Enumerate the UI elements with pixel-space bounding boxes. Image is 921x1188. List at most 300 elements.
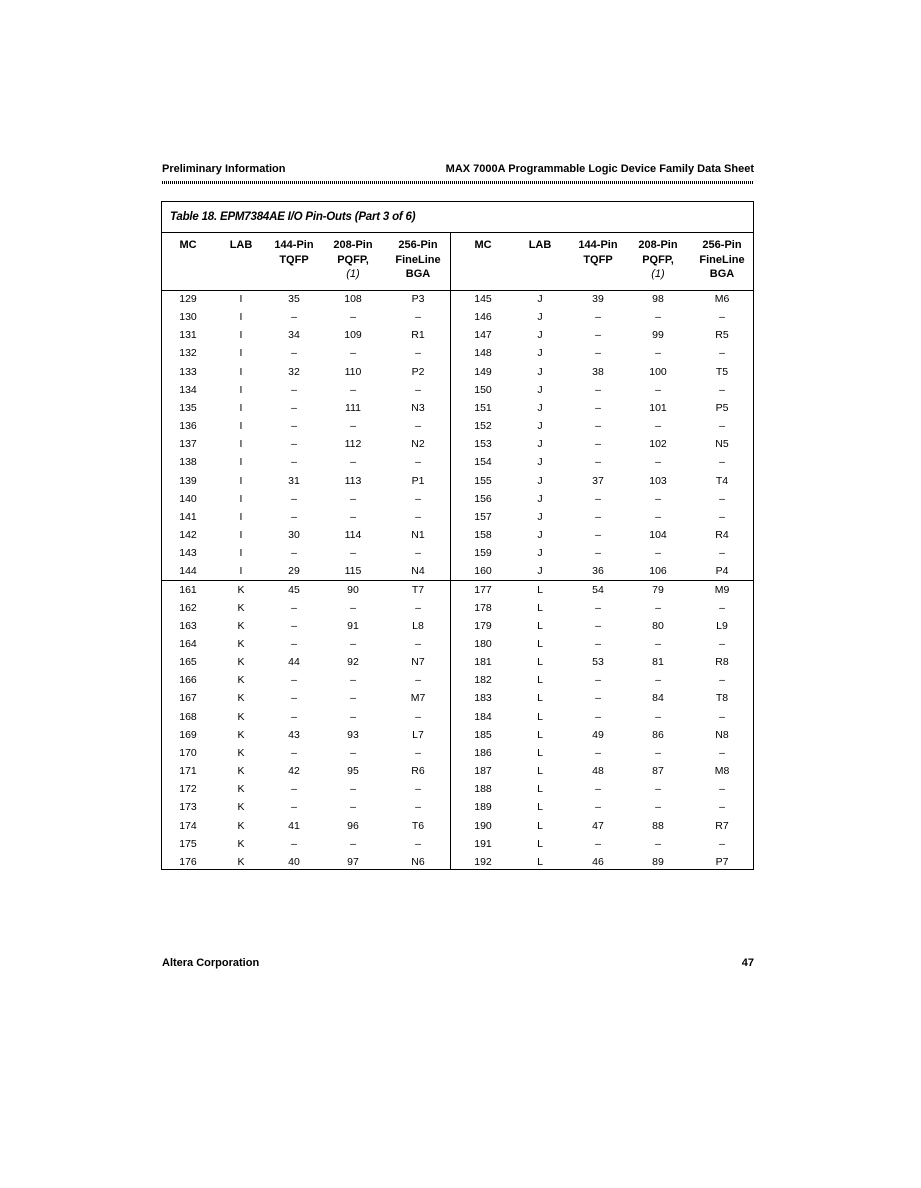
table-body <box>162 291 753 872</box>
table-cell: – <box>595 492 601 505</box>
table-cell: – <box>291 783 297 796</box>
table-cell: J <box>537 456 543 469</box>
table-row <box>162 382 753 400</box>
table-row <box>162 727 753 745</box>
table-cell: R5 <box>715 329 729 342</box>
table-cell: – <box>595 456 601 469</box>
table-cell: – <box>415 674 421 687</box>
table-row <box>162 582 753 600</box>
table-cell: 147 <box>474 329 492 342</box>
table-cell: 29 <box>288 565 300 578</box>
footer-page-number: 47 <box>741 957 754 969</box>
table-cell: J <box>537 401 543 414</box>
table-cell: – <box>655 637 661 650</box>
table-cell: 88 <box>652 819 664 832</box>
table-cell: – <box>655 674 661 687</box>
table-cell: – <box>719 547 725 560</box>
table-cell: – <box>595 438 601 451</box>
table-cell: – <box>350 492 356 505</box>
table-cell: 92 <box>347 656 359 669</box>
table-cell: J <box>537 529 543 542</box>
table-cell: – <box>595 401 601 414</box>
table-cell: N2 <box>411 438 425 451</box>
table-cell: – <box>350 547 356 560</box>
table-cell: 35 <box>288 293 300 305</box>
table-cell: – <box>350 347 356 360</box>
table-cell: – <box>655 837 661 850</box>
table-row <box>162 345 753 363</box>
table-cell: 146 <box>474 311 492 324</box>
footer-company: Altera Corporation <box>162 957 260 969</box>
table-cell: K <box>237 674 245 687</box>
table-cell: 160 <box>474 565 492 578</box>
table-cell: 192 <box>474 855 492 868</box>
table-cell: – <box>350 837 356 850</box>
table-cell: K <box>237 819 245 832</box>
table-cell: 31 <box>288 474 300 487</box>
column-header <box>324 238 382 282</box>
table-cell: P1 <box>411 474 425 487</box>
table-cell: – <box>415 456 421 469</box>
table-cell: 182 <box>474 674 492 687</box>
table-cell: – <box>719 456 725 469</box>
table-cell: – <box>655 311 661 324</box>
table-cell: 158 <box>474 529 492 542</box>
table-cell: 98 <box>652 293 664 305</box>
table-cell: I <box>239 456 243 469</box>
table-cell: K <box>237 583 245 596</box>
table-cell: – <box>655 801 661 814</box>
table-cell: – <box>595 783 601 796</box>
table-cell: 135 <box>179 401 197 414</box>
column-header-line: 144-Pin <box>274 239 314 251</box>
table-cell: 144 <box>179 565 197 578</box>
table-cell: K <box>237 601 245 614</box>
table-cell: – <box>291 601 297 614</box>
table-cell: 164 <box>179 637 197 650</box>
table-cell: 180 <box>474 637 492 650</box>
table-cell: 97 <box>347 855 359 868</box>
table-cell: 175 <box>179 837 197 850</box>
table-cell: J <box>537 383 543 396</box>
table-cell: – <box>595 710 601 723</box>
table-cell: – <box>415 746 421 759</box>
table-cell: 141 <box>179 510 197 523</box>
table-cell: 140 <box>179 492 197 505</box>
table-cell: 43 <box>288 728 300 741</box>
table-cell: – <box>350 783 356 796</box>
table-cell: P3 <box>411 293 425 305</box>
table-cell: – <box>595 837 601 850</box>
table-cell: – <box>350 801 356 814</box>
table-cell: L <box>537 837 543 850</box>
table-cell: 130 <box>179 311 197 324</box>
table-cell: 90 <box>347 583 359 596</box>
table-cell: I <box>239 492 243 505</box>
table-cell: – <box>415 347 421 360</box>
table-row <box>162 364 753 382</box>
table-cell: 80 <box>652 619 664 632</box>
table-cell: J <box>537 347 543 360</box>
table-cell: 30 <box>288 529 300 542</box>
table-cell: – <box>291 710 297 723</box>
table-cell: L <box>537 783 543 796</box>
table-cell: N1 <box>411 529 425 542</box>
table-cell: 151 <box>474 401 492 414</box>
table-cell: 91 <box>347 619 359 632</box>
table-cell: 191 <box>474 837 492 850</box>
table-cell: 53 <box>592 656 604 669</box>
table-cell: 79 <box>652 583 664 596</box>
table-cell: 44 <box>288 656 300 669</box>
table-cell: – <box>415 492 421 505</box>
table-cell: – <box>719 783 725 796</box>
table-cell: L <box>537 674 543 687</box>
table-cell: 84 <box>652 692 664 705</box>
table-cell: K <box>237 746 245 759</box>
table-cell: 170 <box>179 746 197 759</box>
table-cell: – <box>415 801 421 814</box>
table-cell: L <box>537 765 543 778</box>
table-cell: J <box>537 510 543 523</box>
table-cell: – <box>655 710 661 723</box>
table-cell: 138 <box>179 456 197 469</box>
table-cell: – <box>291 837 297 850</box>
table-cell: 111 <box>345 401 361 414</box>
column-header-line: 256-Pin <box>398 239 438 251</box>
table-cell: J <box>537 329 543 342</box>
table-cell: 163 <box>179 619 197 632</box>
table-cell: 39 <box>592 293 604 305</box>
table-cell: 102 <box>649 438 667 451</box>
table-row <box>162 327 753 345</box>
column-header-line: 208-Pin <box>638 239 678 251</box>
table-cell: – <box>595 801 601 814</box>
table-cell: 190 <box>474 819 492 832</box>
table-cell: T4 <box>715 474 729 487</box>
pinout-table <box>161 201 754 870</box>
column-header-line: 256-Pin <box>702 239 742 251</box>
table-cell: – <box>595 383 601 396</box>
table-cell: – <box>291 420 297 433</box>
table-cell: – <box>291 456 297 469</box>
table-row <box>162 473 753 491</box>
table-cell: 154 <box>474 456 492 469</box>
table-row <box>162 509 753 527</box>
table-cell: L <box>537 583 543 596</box>
table-cell: – <box>595 347 601 360</box>
table-cell: – <box>655 547 661 560</box>
column-header-line: LAB <box>528 239 552 251</box>
table-row <box>162 309 753 327</box>
table-cell: 185 <box>474 728 492 741</box>
table-row <box>162 745 753 763</box>
column-header-line: BGA <box>709 268 735 280</box>
table-cell: R4 <box>715 529 729 542</box>
table-cell: – <box>350 601 356 614</box>
table-cell: I <box>239 329 243 342</box>
table-cell: 34 <box>288 329 300 342</box>
table-cell: – <box>655 347 661 360</box>
table-cell: – <box>655 456 661 469</box>
table-cell: 142 <box>179 529 197 542</box>
table-cell: 93 <box>347 728 359 741</box>
table-cell: – <box>350 420 356 433</box>
column-header-note: (1) <box>651 268 665 280</box>
table-cell: 110 <box>344 365 362 378</box>
table-cell: 38 <box>592 365 604 378</box>
column-header <box>217 238 265 253</box>
table-cell: 115 <box>344 565 362 578</box>
table-cell: – <box>291 637 297 650</box>
table-cell: R1 <box>411 329 425 342</box>
table-cell: 162 <box>179 601 197 614</box>
table-cell: L <box>537 692 543 705</box>
table-cell: – <box>595 311 601 324</box>
table-cell: – <box>291 619 297 632</box>
table-cell: N6 <box>411 855 425 868</box>
table-cell: R7 <box>715 819 729 832</box>
table-cell: 36 <box>592 565 604 578</box>
table-row <box>162 818 753 836</box>
table-row <box>162 545 753 563</box>
table-row <box>162 781 753 799</box>
table-cell: J <box>537 565 543 578</box>
column-header <box>514 238 566 253</box>
table-cell: 109 <box>344 329 362 342</box>
table-cell: – <box>415 637 421 650</box>
table-cell: 152 <box>474 420 492 433</box>
table-cell: – <box>350 510 356 523</box>
table-cell: – <box>719 601 725 614</box>
table-cell: – <box>655 383 661 396</box>
table-cell: 101 <box>649 401 667 414</box>
table-cell: – <box>595 746 601 759</box>
table-cell: 189 <box>474 801 492 814</box>
table-cell: – <box>595 601 601 614</box>
column-header <box>162 238 214 253</box>
table-cell: K <box>237 801 245 814</box>
table-cell: J <box>537 438 543 451</box>
table-row <box>162 654 753 672</box>
table-cell: 167 <box>179 692 197 705</box>
table-cell: K <box>237 692 245 705</box>
column-header-line: MC <box>474 239 492 251</box>
column-header <box>570 238 626 267</box>
table-cell: – <box>415 710 421 723</box>
table-cell: I <box>239 438 243 451</box>
table-cell: N4 <box>411 565 425 578</box>
table-row <box>162 763 753 781</box>
table-cell: L <box>537 637 543 650</box>
table-cell: – <box>655 783 661 796</box>
table-cell: – <box>719 510 725 523</box>
table-cell: K <box>237 855 245 868</box>
table-cell: 149 <box>474 365 492 378</box>
table-cell: 148 <box>474 347 492 360</box>
table-cell: L <box>537 619 543 632</box>
table-cell: – <box>350 692 356 705</box>
column-header-line: MC <box>179 239 197 251</box>
table-cell: K <box>237 637 245 650</box>
table-cell: – <box>291 692 297 705</box>
table-cell: 114 <box>344 529 362 542</box>
table-cell: L7 <box>412 728 424 741</box>
column-header <box>692 238 752 282</box>
table-cell: – <box>291 746 297 759</box>
table-cell: – <box>595 547 601 560</box>
table-cell: – <box>595 529 601 542</box>
table-cell: P7 <box>715 855 729 868</box>
table-cell: I <box>239 510 243 523</box>
table-cell: 143 <box>179 547 197 560</box>
table-cell: – <box>655 601 661 614</box>
table-cell: – <box>719 746 725 759</box>
table-cell: K <box>237 765 245 778</box>
table-cell: I <box>239 420 243 433</box>
title-divider <box>162 232 753 233</box>
table-cell: 40 <box>288 855 300 868</box>
column-header <box>386 238 450 282</box>
table-row <box>162 854 753 872</box>
column-header-line: PQFP, <box>337 253 369 266</box>
table-cell: 155 <box>474 474 492 487</box>
table-row <box>162 418 753 436</box>
table-cell: P4 <box>715 565 729 578</box>
table-cell: – <box>655 420 661 433</box>
table-row <box>162 799 753 817</box>
table-cell: L <box>537 710 543 723</box>
table-cell: L <box>537 855 543 868</box>
table-cell: – <box>291 492 297 505</box>
table-cell: – <box>291 401 297 414</box>
table-cell: 177 <box>474 583 492 596</box>
table-cell: M6 <box>714 293 730 305</box>
table-cell: – <box>291 547 297 560</box>
table-cell: 161 <box>179 583 197 596</box>
table-cell: 37 <box>592 474 604 487</box>
column-header-line: BGA <box>405 268 431 280</box>
table-cell: 176 <box>179 855 197 868</box>
table-cell: 186 <box>474 746 492 759</box>
table-cell: – <box>595 619 601 632</box>
table-cell: I <box>239 529 243 542</box>
table-cell: K <box>237 619 245 632</box>
table-cell: 95 <box>347 765 359 778</box>
table-cell: – <box>350 637 356 650</box>
table-cell: – <box>719 492 725 505</box>
table-cell: 153 <box>474 438 492 451</box>
table-cell: 132 <box>179 347 197 360</box>
column-header <box>628 238 688 282</box>
header-document-title: MAX 7000A Programmable Logic Device Family Data Sheet <box>445 163 754 175</box>
table-row <box>162 563 753 581</box>
table-cell: T8 <box>715 692 729 705</box>
table-cell: N8 <box>715 728 729 741</box>
table-cell: 46 <box>592 855 604 868</box>
table-cell: I <box>239 547 243 560</box>
table-cell: 173 <box>179 801 197 814</box>
table-cell: 145 <box>474 293 492 305</box>
table-cell: J <box>537 474 543 487</box>
column-header-line: TQFP <box>583 253 613 266</box>
table-cell: J <box>537 492 543 505</box>
table-cell: 81 <box>652 656 664 669</box>
table-cell: – <box>415 510 421 523</box>
table-cell: J <box>537 293 543 305</box>
table-cell: 168 <box>179 710 197 723</box>
table-cell: 47 <box>592 819 604 832</box>
table-cell: 104 <box>649 529 667 542</box>
table-row <box>162 672 753 690</box>
table-row <box>162 291 753 309</box>
header-section-label: Preliminary Information <box>162 163 286 175</box>
table-cell: I <box>239 474 243 487</box>
table-cell: L <box>537 819 543 832</box>
table-cell: 87 <box>652 765 664 778</box>
table-row <box>162 491 753 509</box>
table-cell: M7 <box>410 692 426 705</box>
table-cell: 169 <box>179 728 197 741</box>
table-cell: – <box>415 837 421 850</box>
table-row <box>162 454 753 472</box>
table-cell: – <box>291 801 297 814</box>
table-cell: 136 <box>179 420 197 433</box>
table-cell: 178 <box>474 601 492 614</box>
table-cell: 139 <box>179 474 197 487</box>
column-header <box>267 238 321 267</box>
table-cell: 165 <box>179 656 197 669</box>
table-row <box>162 709 753 727</box>
table-cell: 48 <box>592 765 604 778</box>
table-title: Table 18. EPM7384AE I/O Pin-Outs (Part 3 of 6) <box>170 211 416 223</box>
table-cell: I <box>239 311 243 324</box>
table-cell: L <box>537 728 543 741</box>
table-cell: 96 <box>347 819 359 832</box>
table-cell: 159 <box>474 547 492 560</box>
table-cell: 174 <box>179 819 197 832</box>
table-cell: 157 <box>474 510 492 523</box>
table-cell: J <box>537 420 543 433</box>
table-cell: 49 <box>592 728 604 741</box>
table-cell: – <box>595 674 601 687</box>
table-cell: T5 <box>715 365 729 378</box>
table-cell: J <box>537 365 543 378</box>
table-cell: 89 <box>652 855 664 868</box>
table-cell: – <box>350 456 356 469</box>
table-cell: 181 <box>474 656 492 669</box>
table-cell: – <box>655 492 661 505</box>
table-cell: – <box>415 420 421 433</box>
table-cell: 134 <box>179 383 197 396</box>
table-cell: – <box>719 837 725 850</box>
table-cell: L9 <box>716 619 728 632</box>
table-cell: – <box>291 383 297 396</box>
table-cell: I <box>239 401 243 414</box>
table-cell: 108 <box>344 293 362 305</box>
table-row <box>162 690 753 708</box>
column-header-line: PQFP, <box>642 253 674 266</box>
table-row <box>162 436 753 454</box>
table-cell: L8 <box>412 619 424 632</box>
column-header-line: FineLine <box>699 253 745 266</box>
table-cell: – <box>595 637 601 650</box>
table-cell: M9 <box>714 583 730 596</box>
table-cell: P2 <box>411 365 425 378</box>
table-cell: L <box>537 601 543 614</box>
table-row <box>162 618 753 636</box>
table-cell: – <box>595 420 601 433</box>
